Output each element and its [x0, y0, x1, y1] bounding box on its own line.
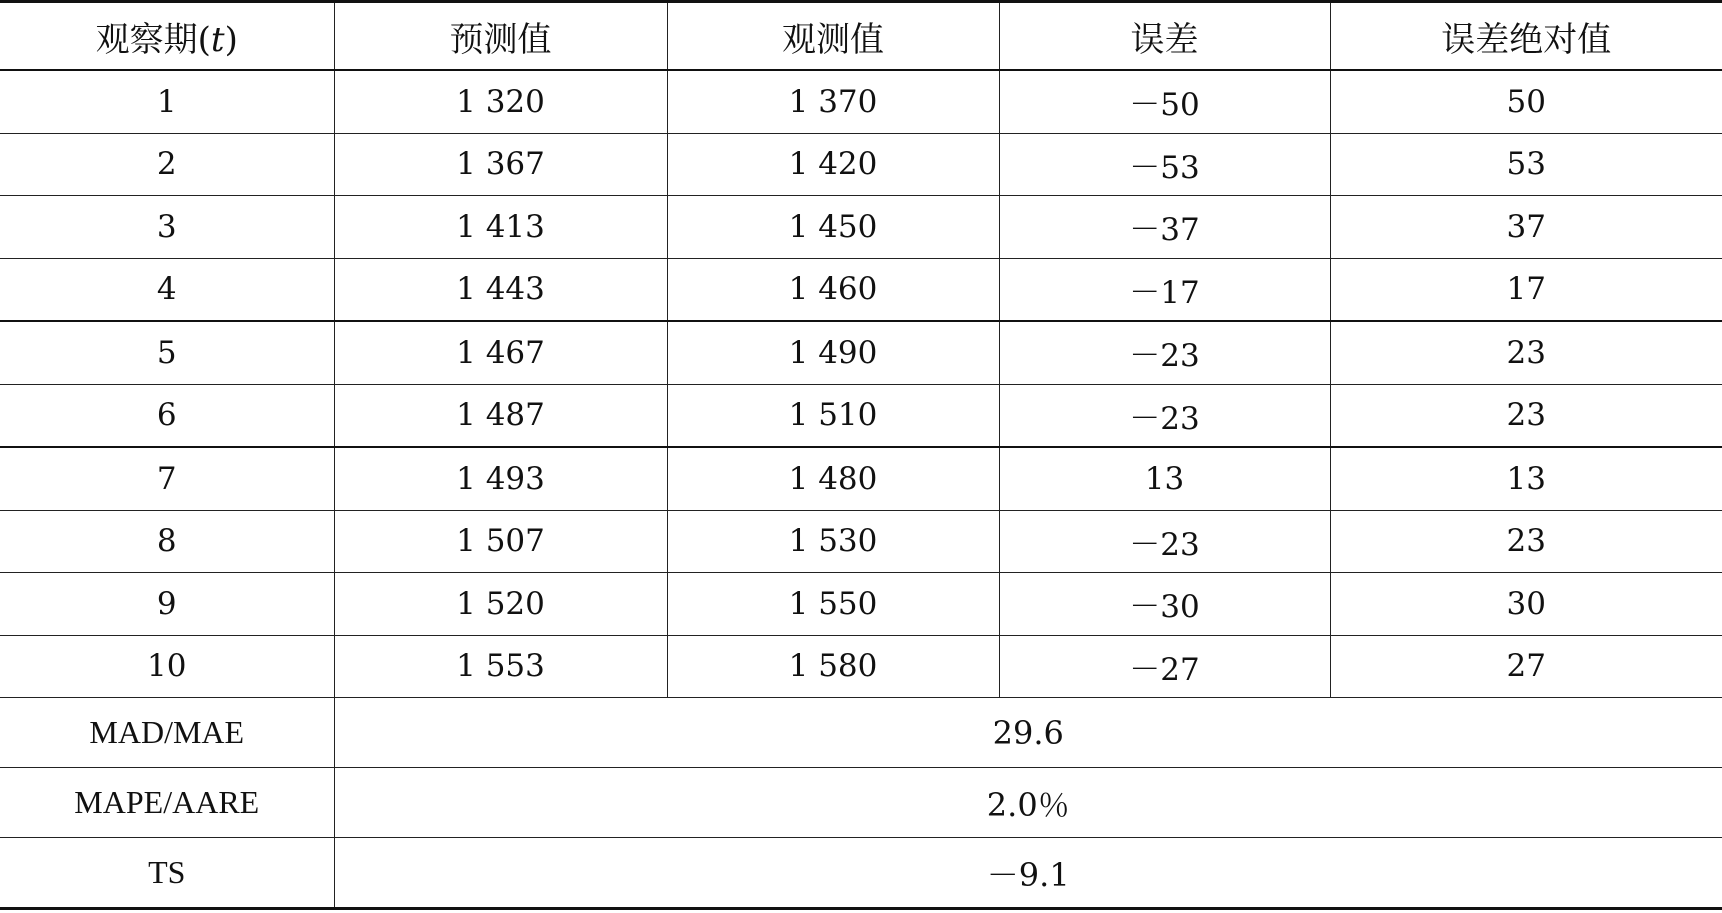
cell-error: －23 — [999, 510, 1330, 573]
cell-abs-error: 23 — [1330, 384, 1722, 447]
header-period — [0, 2, 334, 71]
cell-period: 6 — [0, 384, 334, 447]
cell-observed: 1 460 — [667, 258, 999, 321]
cell-period: 8 — [0, 510, 334, 573]
cell-abs-error: 50 — [1330, 70, 1722, 133]
header-period-close: ) — [224, 19, 238, 60]
cell-period: 1 — [0, 70, 334, 133]
header-observed: 观测值 — [667, 2, 999, 71]
table-row — [0, 510, 1722, 573]
cell-abs-error: 37 — [1330, 196, 1722, 259]
summary-row — [0, 838, 1722, 909]
cell-period: 10 — [0, 635, 334, 698]
summary-label: MAPE/AARE — [0, 768, 334, 838]
cell-forecast: 1 487 — [334, 384, 667, 447]
table-body — [0, 70, 1722, 698]
cell-error: －53 — [999, 133, 1330, 196]
cell-observed: 1 530 — [667, 510, 999, 573]
cell-observed: 1 420 — [667, 133, 999, 196]
header-row — [0, 2, 1722, 71]
table-row — [0, 70, 1722, 133]
table-row — [0, 635, 1722, 698]
summary-value: 29.6 — [334, 698, 1722, 768]
cell-period: 4 — [0, 258, 334, 321]
cell-forecast: 1 443 — [334, 258, 667, 321]
cell-period: 5 — [0, 321, 334, 384]
cell-error: 13 — [999, 447, 1330, 510]
table-row — [0, 573, 1722, 636]
cell-abs-error: 53 — [1330, 133, 1722, 196]
cell-forecast: 1 507 — [334, 510, 667, 573]
summary-value: 2.0％ — [334, 768, 1722, 838]
cell-abs-error: 23 — [1330, 510, 1722, 573]
cell-abs-error: 23 — [1330, 321, 1722, 384]
cell-error: －50 — [999, 70, 1330, 133]
cell-forecast: 1 467 — [334, 321, 667, 384]
cell-period: 9 — [0, 573, 334, 636]
table-row — [0, 447, 1722, 510]
header-period-variable: t — [210, 19, 225, 60]
cell-observed: 1 490 — [667, 321, 999, 384]
cell-abs-error: 27 — [1330, 635, 1722, 698]
cell-error: －27 — [999, 635, 1330, 698]
cell-observed: 1 550 — [667, 573, 999, 636]
cell-forecast: 1 367 — [334, 133, 667, 196]
table-header — [0, 2, 1722, 71]
header-period-label: 观察期( — [95, 19, 211, 60]
cell-observed: 1 370 — [667, 70, 999, 133]
cell-observed: 1 580 — [667, 635, 999, 698]
summary-row — [0, 768, 1722, 838]
cell-error: －23 — [999, 321, 1330, 384]
cell-error: －30 — [999, 573, 1330, 636]
cell-forecast: 1 320 — [334, 70, 667, 133]
cell-observed: 1 450 — [667, 196, 999, 259]
summary-label: TS — [0, 838, 334, 909]
header-error: 误差 — [999, 2, 1330, 71]
summary-value: －9.1 — [334, 838, 1722, 909]
cell-forecast: 1 413 — [334, 196, 667, 259]
table-row — [0, 384, 1722, 447]
summary-label: MAD/MAE — [0, 698, 334, 768]
header-abs-error: 误差绝对值 — [1330, 2, 1722, 71]
cell-forecast: 1 520 — [334, 573, 667, 636]
cell-forecast: 1 493 — [334, 447, 667, 510]
cell-error: －23 — [999, 384, 1330, 447]
table-row — [0, 196, 1722, 259]
table-row — [0, 258, 1722, 321]
table-row — [0, 321, 1722, 384]
summary-row — [0, 698, 1722, 768]
cell-period: 2 — [0, 133, 334, 196]
cell-error: －37 — [999, 196, 1330, 259]
header-forecast: 预测值 — [334, 2, 667, 71]
cell-abs-error: 13 — [1330, 447, 1722, 510]
cell-period: 7 — [0, 447, 334, 510]
table-row — [0, 133, 1722, 196]
cell-forecast: 1 553 — [334, 635, 667, 698]
cell-observed: 1 480 — [667, 447, 999, 510]
cell-abs-error: 30 — [1330, 573, 1722, 636]
cell-observed: 1 510 — [667, 384, 999, 447]
cell-period: 3 — [0, 196, 334, 259]
cell-error: －17 — [999, 258, 1330, 321]
cell-abs-error: 17 — [1330, 258, 1722, 321]
summary-body — [0, 698, 1722, 909]
